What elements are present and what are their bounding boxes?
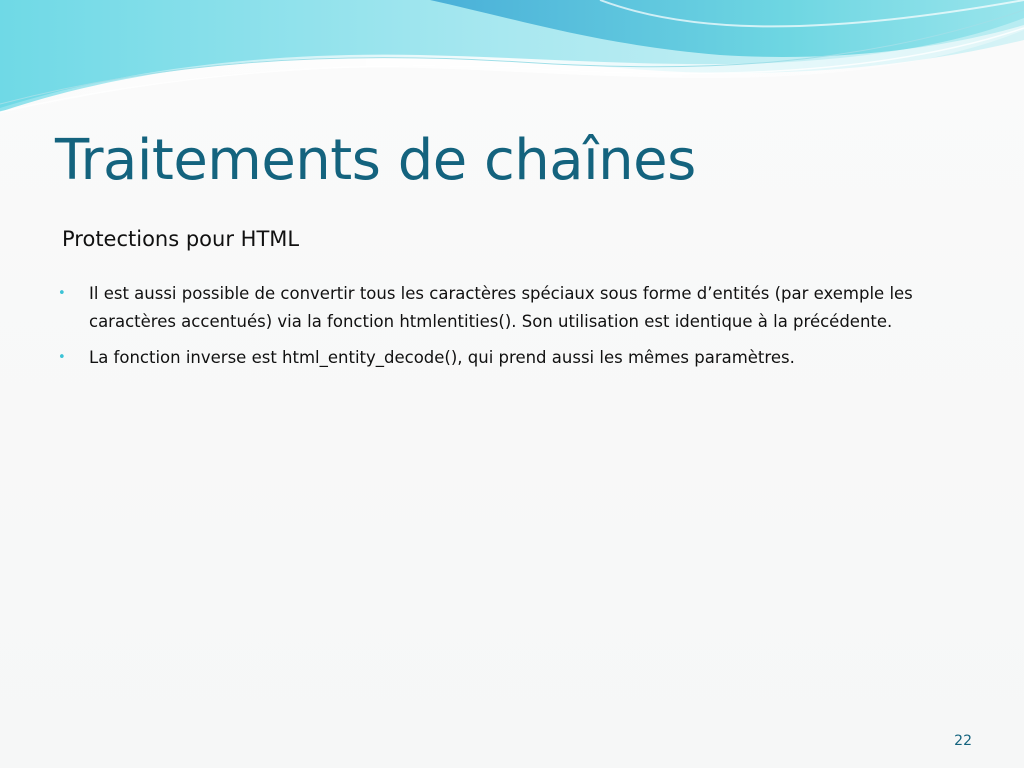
bullet-text: La fonction inverse est html_entity_decode(), qui prend aussi les mêmes paramètres. — [89, 348, 795, 367]
bullet-item — [55, 344, 960, 372]
page-number: 22 — [954, 733, 972, 749]
bullet-item — [55, 280, 960, 336]
bullet-dot-icon: • — [58, 286, 66, 301]
decorative-wave-banner — [0, 0, 1024, 130]
slide-title: Traitements de chaînes — [55, 128, 696, 193]
slide-subtitle: Protections pour HTML — [62, 227, 300, 251]
bullet-text: Il est aussi possible de convertir tous les caractères spéciaux sous forme d’entités (par exemple les caractères accentués) via la fonction htmlentities(). Son utilisation est identique à la précédente. — [89, 284, 913, 331]
bullet-dot-icon: • — [58, 350, 66, 365]
bullet-list — [55, 280, 960, 380]
